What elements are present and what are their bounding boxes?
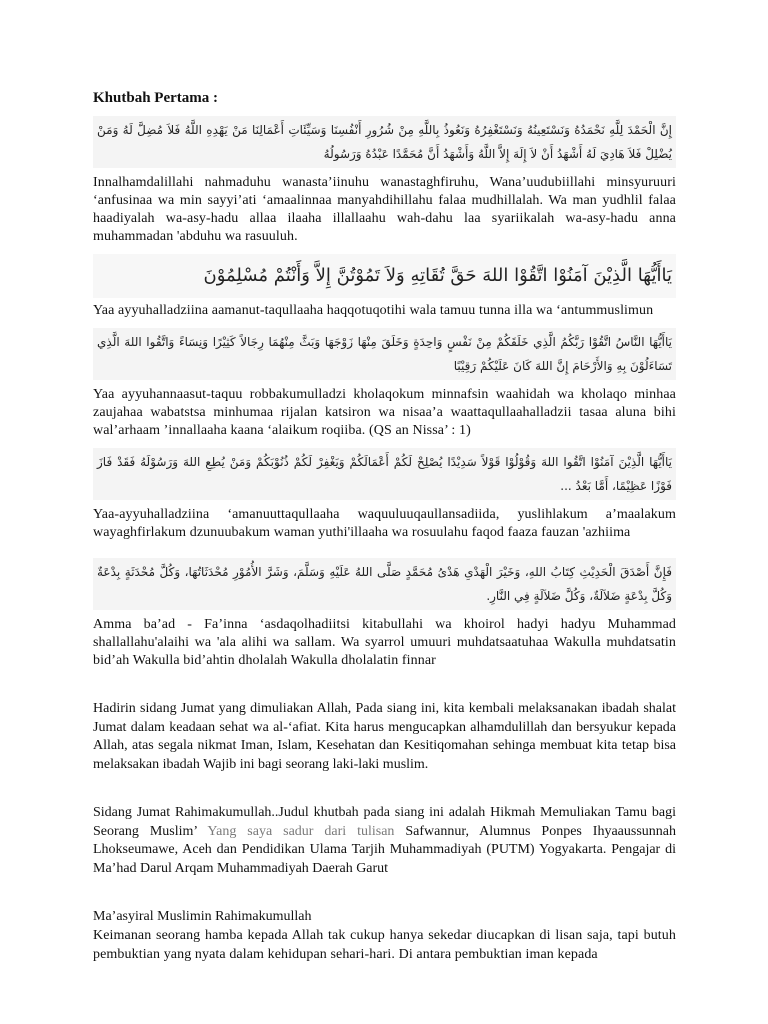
transliteration-ali-imran: Yaa ayyuhalladziina aamanut-taqullaaha haqqotuqotihi wala tamuu tunna illa wa ‘antummuslimun [93, 303, 654, 318]
transliteration-an-nisa: Yaa ayyuhannaasut-taquu robbakumulladzi kholaqokum minnafsin waahidah wa kholaqo minhaa zaujahaa wabatstsa minhumaa rijalan katsiron wa nisaa’a waattaqullaahalladzii tasaa aluna bihi wal’arhaam ’innallaaha kaana ‘alaikum roqiiba. (QS an Nissa’ : 1) [93, 387, 676, 438]
document-content [93, 88, 676, 972]
arabic-amma-badu: فَإِنَّ أَصْدَقَ الْحَدِيْثِ كِتَابُ اللهِ، وَخَيْرَ الْهَدْىِ هَدْىُ مُحَمَّدٍ صَلَّى اللهُ عَلَيْهِ وَسَلَّمَ، وَشَرَّ الأُمُوْرِ مُحْدَثَاتُهَا، وَكُلَّ مُحْدَثَةٍ بِدْعَةٌ وَكُلَّ بِدْعَةٍ ضَلاَلَةٌ، وَكُلَّ ضَلاَلَةٍ فِي النَّارِ. [93, 558, 676, 610]
paragraph-khutbah-title-text: Sidang Jumat Rahimakumullah..Judul khutbah pada siang ini adalah Hikmah Memuliakan Tamu bagi Seorang Muslim’ [93, 805, 676, 839]
section-title-maasyiral: Ma’asyiral Muslimin Rahimakumullah [93, 909, 312, 924]
paragraph-keimanan: Keimanan seorang hamba kepada Allah tak cukup hanya sekedar diucapkan di lisan saja, tapi butuh pembuktian yang nyata dalam kehidupan sehari-hari. Di antara pembuktian iman kepada [93, 928, 676, 962]
spacer [93, 550, 676, 558]
transliteration-opening: Innalhamdalillahi nahmaduhu wanasta’iinuhu wanastaghfiruhu, Wana’uudubiillahi minsyuruuri ‘anfusinaa wa min sayyi’ati ‘amaalinnaa manyahdihillahu falaa mudhillalah. Wa man yudhlil falaa haadiyalah wa-asy-hadu allaa ilaaha illallaahu wah-dahu laa syariikalah wa-asy-hadu anna muhammadan 'abduhu wa rasuuluh. [93, 175, 676, 244]
paragraph-author-info: Safwannur, Alumnus Ponpes Ihyaaussunnah Lhokseumawe, Aceh dan Pendidikan Ulama Tarjih Muhammadiyah (PUTM) Yogyakarta. Pengajar di Ma’had Darul Arqam Muhammadiyah Daerah Garut [93, 823, 676, 876]
transliteration-al-ahzab: Yaa-ayyuhalladziina ‘amanuuttaqullaaha waquuluuqaullansadiida, yuslihlakum a’maalakum wayaghfirlakum dzunuubakum waman yuthi'illaaha wa rosuulahu faqod faaza fauzan 'azhiima [93, 507, 676, 540]
arabic-verse-an-nisa: يَاأَيُّهَا النَّاسُ اتَّقُوْا رَبَّكُمُ الَّذِي خَلَقَكُمْ مِنْ نَفْسٍ وَاحِدَةٍ وَخَلَقَ مِنْهَا زَوْجَهَا وَبَثَّ مِنْهُمَا رِجَالاً كَثِيْرًا وَنِسَاءً وَاتَّقُوا اللهَ الَّذِي تَسَاءَلُوْنَ بِهِ وَالأَرْحَامَ إِنَّ اللهَ كَانَ عَلَيْكُمْ رَقِيْبًا [93, 328, 676, 380]
paragraph-khutbah-title [93, 804, 676, 878]
arabic-verse-ali-imran: يَاأَيُّهَا الَّذِيْنَ آمَنُوْا اتَّقُوْا اللهَ حَقَّ تُقَاتِهِ وَلاَ تَمُوْتُنَّ إِلاَّ وَأَنْتُمْ مُسْلِمُوْنَ [93, 254, 676, 298]
khutbah-heading: Khutbah Pertama : [93, 90, 218, 106]
paragraph-opening-greeting: Hadirin sidang Jumat yang dimuliakan Allah, Pada siang ini, kita kembali melaksanakan ibadah shalat Jumat dalam keadaan sehat wa al-‘afiat. Kita harus mengucapkan alhamdulillah dan bersyukur kepada Allah, atas segala nikmat Iman, Islam, Kesehatan dan Kesitiqomahan sehinga membuat kita tetap bisa melaksakan ibadah Wajib ini bagi seorang laki-laki muslim. [93, 701, 676, 772]
arabic-opening-text: إِنَّ الْحَمْدَ لِلَّهِ نَحْمَدُهُ وَنَسْتَعِينُهُ وَنَسْتَغْفِرُهُ وَنَعُوذُ بِاللَّهِ مِنْ شُرُورِ أَنْفُسِنَا وَسَيِّئَاتِ أَعْمَالِنَا مَنْ يَهْدِهِ اللَّهُ فَلاَ مُضِلَّ لَهُ وَمَنْ يُضْلِلْ فَلاَ هَادِيَ لَهُ أَشْهَدُ أَنْ لاَ إِلَهَ إِلاَّ اللَّهُ وَأَشْهَدُ أَنَّ مُحَمَّدًا عَبْدُهُ وَرَسُولُهُ [93, 116, 676, 168]
paragraph-source-note: Yang saya sadur dari tulisan [197, 823, 406, 839]
arabic-verse-al-ahzab: يَاأَيُّهَا الَّذِيْنَ آمَنُوْا اتَّقُوا اللهَ وَقُوْلُوْا قَوْلاً سَدِيْدًا يُصْلِحْ لَكُمْ أَعْمَالَكُمْ وَيَغْفِرْ لَكُمْ ذُنُوْبَكُمْ وَمَنْ يُطِعِ اللهَ وَرَسُوْلَهُ فَقَدْ فَازَ فَوْزًا عَظِيْمًا، أَمَّا بَعْدُ ... [93, 448, 676, 500]
transliteration-amma-badu: Amma ba’ad - Fa’inna ‘asdaqolhadiitsi kitabullahi wa khoirol hadyi hadyu Muhammad shallallahu'alaihi wa 'ala alihi wa sallam. Wa syarrol umuuri muhdatsaatuhaa Wakulla muhdatsatin bid’ah Wakulla bid’ahtin dholalah Wakulla dholalatin finnar [93, 617, 676, 668]
